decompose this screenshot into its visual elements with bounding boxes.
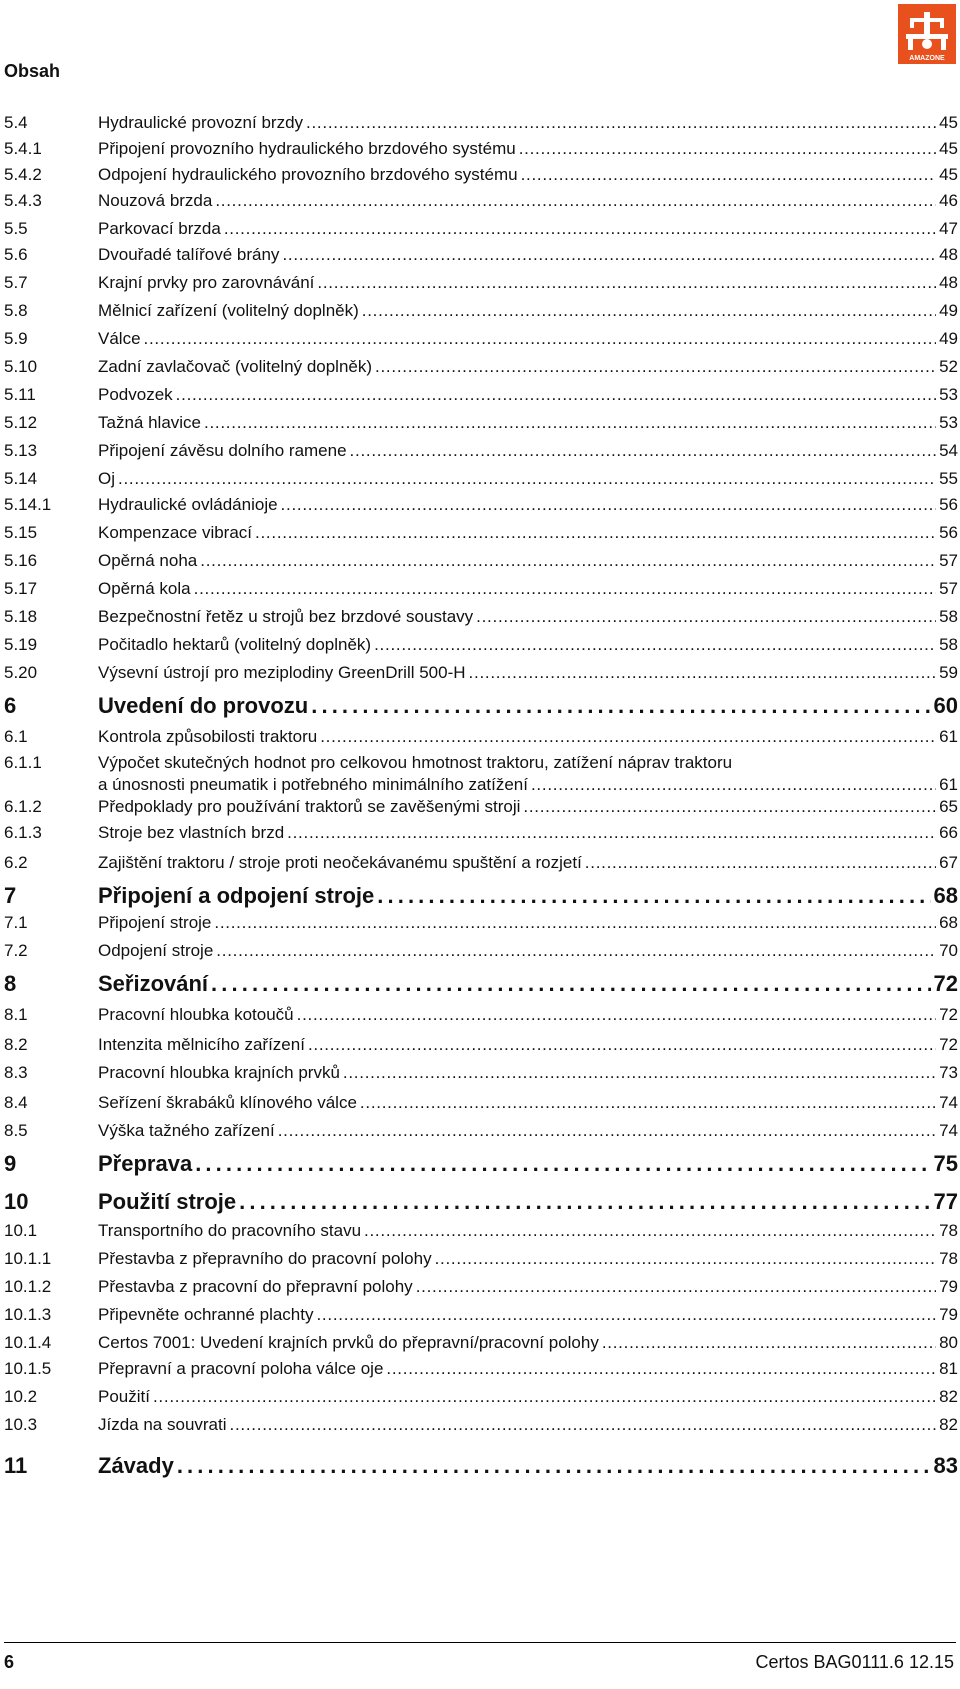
toc-entry[interactable] <box>0 138 958 164</box>
toc-title: Výpočet skutečných hodnot pro celkovou hmotnost traktoru, zatížení náprav traktoru <box>98 753 733 772</box>
toc-chapter[interactable] <box>0 1150 958 1176</box>
dot-leader <box>118 468 936 490</box>
toc-page-number: 78 <box>939 1249 958 1268</box>
toc-number: 5.7 <box>4 273 28 292</box>
toc-title: Opěrná noha <box>98 551 198 570</box>
toc-entry[interactable] <box>0 726 958 752</box>
toc-title: Předpoklady pro používání traktorů se zavěšenými stroji <box>98 797 521 816</box>
toc-title: Připojení závěsu dolního ramene <box>98 441 347 460</box>
toc-entry[interactable] <box>0 1120 958 1146</box>
toc-entry[interactable] <box>0 356 958 382</box>
toc-title: Kontrola způsobilosti traktoru <box>98 727 318 746</box>
toc-page-number: 48 <box>939 245 958 264</box>
toc-number: 7.1 <box>4 913 28 932</box>
toc-entry[interactable] <box>0 384 958 410</box>
dot-leader <box>224 218 936 240</box>
toc-number: 8.5 <box>4 1121 28 1140</box>
toc-page-number: 47 <box>939 219 958 238</box>
toc-number: 6.1.1 <box>4 753 42 772</box>
toc-title: Krajní prvky pro zarovnávání <box>98 273 315 292</box>
toc-page-number: 72 <box>939 1035 958 1054</box>
toc-title: Použití <box>98 1387 150 1406</box>
toc-page-number: 68 <box>933 883 958 908</box>
toc-number: 5.15 <box>4 523 38 542</box>
toc-entry[interactable] <box>0 1220 958 1246</box>
toc-entry[interactable] <box>0 796 958 822</box>
toc-page-number: 56 <box>939 495 958 514</box>
toc-page-number: 60 <box>933 693 958 718</box>
toc-entry[interactable] <box>0 634 958 660</box>
toc-page-number: 46 <box>939 191 958 210</box>
toc-number: 8 <box>4 971 17 996</box>
toc-number: 5.11 <box>4 385 36 404</box>
toc-page-number: 61 <box>939 727 958 746</box>
toc-number: 10.1 <box>4 1221 38 1240</box>
toc-page-number: 45 <box>939 113 958 132</box>
toc-title: Hydraulické ovládánioje <box>98 495 278 514</box>
dot-leader <box>153 1386 936 1408</box>
toc-number: 5.18 <box>4 607 38 626</box>
dot-leader <box>377 882 930 910</box>
dot-leader <box>306 112 936 134</box>
toc-page-number: 79 <box>939 1277 958 1296</box>
toc-title: Přestavba z pracovní do přepravní polohy <box>98 1277 413 1296</box>
toc-title: Jízda na souvrati <box>98 1415 227 1434</box>
toc-entry[interactable] <box>0 1386 958 1412</box>
logo-wordmark: AMAZONE <box>909 55 945 62</box>
dot-leader <box>519 138 936 160</box>
dot-leader <box>214 912 936 934</box>
toc-title: Seřízení škrabáků klínového válce <box>98 1093 357 1112</box>
toc-chapter[interactable] <box>0 882 958 908</box>
toc-title: Přestavba z přepravního do pracovní polohy <box>98 1249 432 1268</box>
toc-page-number: 75 <box>933 1151 958 1176</box>
dot-leader <box>521 164 936 186</box>
toc-title: Nouzová brzda <box>98 191 213 210</box>
dot-leader <box>374 634 936 656</box>
dot-leader <box>216 940 936 962</box>
toc-number: 8.3 <box>4 1063 28 1082</box>
dot-leader <box>602 1332 936 1354</box>
toc-entry[interactable] <box>0 1092 958 1118</box>
dot-leader <box>476 606 936 628</box>
dot-leader <box>297 1004 936 1026</box>
toc-page-number: 59 <box>939 663 958 682</box>
toc-title: Připevněte ochranné plachty <box>98 1305 314 1324</box>
toc-entry[interactable] <box>0 1358 958 1384</box>
toc-title: Připojení provozního hydraulického brzdového systému <box>98 139 516 158</box>
toc-page-number: 72 <box>939 1005 958 1024</box>
toc-number: 5.17 <box>4 579 38 598</box>
toc-number: 5.12 <box>4 413 38 432</box>
toc-number: 10.1.3 <box>4 1305 52 1324</box>
toc-title: Zajištění traktoru / stroje proti neočekávanému spuštění a rozjetí <box>98 853 582 872</box>
toc-entry[interactable] <box>0 328 958 354</box>
toc-number: 9 <box>4 1151 17 1176</box>
toc-page-number: 83 <box>933 1453 958 1478</box>
toc-number: 5.9 <box>4 329 28 348</box>
page-title: Obsah <box>4 61 61 81</box>
toc-page-number: 67 <box>939 853 958 872</box>
toc-title: Intenzita mělnicího zařízení <box>98 1035 305 1054</box>
toc-page-number: 56 <box>939 523 958 542</box>
dot-leader <box>343 1062 936 1084</box>
dot-leader <box>375 356 936 378</box>
dot-leader <box>320 726 936 748</box>
toc-number: 6.2 <box>4 853 28 872</box>
dot-leader <box>386 1358 936 1380</box>
toc-page-number: 53 <box>939 413 958 432</box>
toc-title: Podvozek <box>98 385 173 404</box>
toc-title-continued: a únosnosti pneumatik i potřebného minimálního zatížení <box>98 775 528 794</box>
toc-number: 8.1 <box>4 1005 28 1024</box>
toc-number: 5.4.2 <box>4 165 42 184</box>
toc-title: Uvedení do provozu <box>98 693 309 718</box>
toc-title: Připojení stroje <box>98 913 212 932</box>
toc-title: Seřizování <box>98 971 209 996</box>
toc-number: 10.1.2 <box>4 1277 52 1296</box>
toc-page-number: 77 <box>933 1189 958 1214</box>
toc-number: 5.8 <box>4 301 28 320</box>
toc-number: 5.6 <box>4 245 28 264</box>
toc-page-number: 74 <box>939 1093 958 1112</box>
toc-entry[interactable] <box>0 852 958 878</box>
toc-number: 5.5 <box>4 219 28 238</box>
toc-title: Dvouřadé talířové brány <box>98 245 280 264</box>
toc-number: 5.14.1 <box>4 495 52 514</box>
dot-leader <box>144 328 937 350</box>
toc-entry[interactable] <box>0 1276 958 1302</box>
toc-chapter[interactable] <box>0 1188 958 1214</box>
dot-leader <box>316 1304 936 1326</box>
dot-leader <box>194 578 936 600</box>
toc-number: 6.1 <box>4 727 28 746</box>
toc-entry[interactable] <box>0 300 958 326</box>
toc-title: Přepravní a pracovní poloha válce oje <box>98 1359 384 1378</box>
toc-title: Transportního do pracovního stavu <box>98 1221 362 1240</box>
dot-leader <box>278 1120 936 1142</box>
toc-title: Kompenzace vibrací <box>98 523 253 542</box>
toc-entry[interactable] <box>0 440 958 466</box>
toc-number: 10 <box>4 1189 29 1214</box>
toc-chapter[interactable] <box>0 1452 958 1478</box>
toc-title: Pracovní hloubka krajních prvků <box>98 1063 340 1082</box>
toc-entry[interactable] <box>0 1248 958 1274</box>
dot-leader <box>176 384 936 406</box>
toc-title: Opěrná kola <box>98 579 191 598</box>
dot-leader <box>282 244 936 266</box>
toc-title: Odpojení hydraulického provozního brzdového systému <box>98 165 518 184</box>
toc-title: Odpojení stroje <box>98 941 214 960</box>
toc-title: Pracovní hloubka kotoučů <box>98 1005 294 1024</box>
toc-page-number: 82 <box>939 1387 958 1406</box>
toc-title: Přeprava <box>98 1151 193 1176</box>
dot-leader <box>287 822 936 844</box>
toc-page-number: 79 <box>939 1305 958 1324</box>
toc-page-number: 58 <box>939 607 958 626</box>
dot-leader <box>531 774 936 796</box>
toc-title: Výsevní ústrojí pro meziplodiny GreenDrill 500-H <box>98 663 466 682</box>
toc-entry[interactable] <box>0 244 958 270</box>
toc-page-number: 54 <box>939 441 958 460</box>
toc-entry[interactable] <box>0 1034 958 1060</box>
toc-title: Použití stroje <box>98 1189 237 1214</box>
toc-page-number: 78 <box>939 1221 958 1240</box>
toc-page-number: 57 <box>939 551 958 570</box>
toc-page-number: 73 <box>939 1063 958 1082</box>
toc-number: 10.3 <box>4 1415 38 1434</box>
dot-leader <box>435 1248 936 1270</box>
toc-entry[interactable] <box>0 606 958 632</box>
toc-title: Hydraulické provozní brzdy <box>98 113 304 132</box>
toc-page-number: 45 <box>939 165 958 184</box>
dot-leader <box>177 1452 931 1480</box>
toc-entry[interactable] <box>0 1414 958 1440</box>
dot-leader <box>311 692 930 720</box>
toc-page-number: 49 <box>939 301 958 320</box>
toc-entry[interactable] <box>0 522 958 548</box>
toc-page-number: 65 <box>939 797 958 816</box>
toc-title: Mělnicí zařízení (volitelný doplněk) <box>98 301 359 320</box>
toc-page-number: 66 <box>939 823 958 842</box>
toc-entry[interactable] <box>0 190 958 216</box>
dot-leader <box>364 1220 936 1242</box>
toc-page-number: 81 <box>939 1359 958 1378</box>
toc-number: 10.1.1 <box>4 1249 52 1268</box>
toc-entry[interactable] <box>0 412 958 438</box>
toc-number: 7 <box>4 883 17 908</box>
dot-leader <box>523 796 936 818</box>
toc-entry[interactable] <box>0 550 958 576</box>
toc-number: 10.1.4 <box>4 1333 52 1352</box>
toc-title: Certos 7001: Uvedení krajních prvků do přepravní/pracovní polohy <box>98 1333 599 1352</box>
footer-divider <box>4 1642 956 1643</box>
toc-page-number: 74 <box>939 1121 958 1140</box>
toc-title: Válce <box>98 329 141 348</box>
toc-page-number: 52 <box>939 357 958 376</box>
toc-page-number: 48 <box>939 273 958 292</box>
toc-entry[interactable] <box>0 1062 958 1088</box>
amazone-logo <box>898 4 956 64</box>
dot-leader <box>255 522 936 544</box>
toc-entry[interactable] <box>0 1004 958 1030</box>
toc-entry[interactable] <box>0 494 958 520</box>
toc-title: Bezpečnostní řetěz u strojů bez brzdové soustavy <box>98 607 474 626</box>
toc-page-number: 57 <box>939 579 958 598</box>
toc-number: 8.4 <box>4 1093 28 1112</box>
toc-entry[interactable] <box>0 218 958 244</box>
dot-leader <box>239 1188 930 1216</box>
toc-entry[interactable] <box>0 662 958 688</box>
toc-entry[interactable] <box>0 752 958 794</box>
toc-number: 10.1.5 <box>4 1359 52 1378</box>
dot-leader <box>317 272 936 294</box>
toc-page-number: 61 <box>939 775 958 794</box>
dot-leader <box>230 1414 937 1436</box>
toc-page-number: 53 <box>939 385 958 404</box>
toc-entry[interactable] <box>0 578 958 604</box>
toc-chapter[interactable] <box>0 692 958 718</box>
toc-number: 5.13 <box>4 441 38 460</box>
toc-entry[interactable] <box>0 912 958 938</box>
toc-page-number: 70 <box>939 941 958 960</box>
toc-entry[interactable] <box>0 112 958 138</box>
toc-number: 11 <box>4 1453 28 1478</box>
toc-number: 6.1.2 <box>4 797 42 816</box>
toc-number: 6 <box>4 693 17 718</box>
dot-leader <box>200 550 936 572</box>
toc-number: 5.4 <box>4 113 28 132</box>
toc-entry[interactable] <box>0 272 958 298</box>
toc-number: 5.10 <box>4 357 38 376</box>
dot-leader <box>469 662 937 684</box>
toc-page-number: 58 <box>939 635 958 654</box>
dot-leader <box>350 440 937 462</box>
toc-title: Připojení a odpojení stroje <box>98 883 375 908</box>
dot-leader <box>360 1092 936 1114</box>
toc-number: 5.4.1 <box>4 139 42 158</box>
dot-leader <box>308 1034 936 1056</box>
toc-title: Závady <box>98 1453 174 1478</box>
toc-entry[interactable] <box>0 164 958 190</box>
toc-entry[interactable] <box>0 1332 958 1358</box>
dot-leader <box>281 494 937 516</box>
toc-title: Parkovací brzda <box>98 219 221 238</box>
toc-number: 5.4.3 <box>4 191 42 210</box>
dot-leader <box>362 300 936 322</box>
toc-page-number: 82 <box>939 1415 958 1434</box>
dot-leader <box>585 852 936 874</box>
toc-entry[interactable] <box>0 940 958 966</box>
toc-title: Počitadlo hektarů (volitelný doplněk) <box>98 635 372 654</box>
toc-chapter[interactable] <box>0 970 958 996</box>
toc-number: 6.1.3 <box>4 823 42 842</box>
toc-number: 5.19 <box>4 635 38 654</box>
footer-page-number: 6 <box>4 1652 15 1672</box>
dot-leader <box>195 1150 930 1178</box>
dot-leader <box>204 412 936 434</box>
toc-number: 5.20 <box>4 663 38 682</box>
toc-page-number: 80 <box>939 1333 958 1352</box>
toc-page-number: 72 <box>933 971 958 996</box>
toc-title: Tažná hlavice <box>98 413 202 432</box>
dot-leader <box>416 1276 936 1298</box>
toc-page-number: 55 <box>939 469 958 488</box>
toc-title: Zadní zavlačovač (volitelný doplněk) <box>98 357 373 376</box>
dot-leader <box>215 190 936 212</box>
toc-page-number: 68 <box>939 913 958 932</box>
dot-leader <box>211 970 930 998</box>
toc-entry[interactable] <box>0 468 958 494</box>
toc-title: Výška tažného zařízení <box>98 1121 275 1140</box>
toc-title: Stroje bez vlastních brzd <box>98 823 285 842</box>
toc-title: Oj <box>98 469 115 488</box>
toc-number: 10.2 <box>4 1387 38 1406</box>
toc-number: 8.2 <box>4 1035 28 1054</box>
toc-entry[interactable] <box>0 822 958 848</box>
toc-number: 5.16 <box>4 551 38 570</box>
footer-document-reference: Certos BAG0111.6 12.15 <box>755 1652 954 1672</box>
toc-number: 5.14 <box>4 469 38 488</box>
toc-number: 7.2 <box>4 941 28 960</box>
toc-page-number: 49 <box>939 329 958 348</box>
toc-page-number: 45 <box>939 139 958 158</box>
toc-entry[interactable] <box>0 1304 958 1330</box>
